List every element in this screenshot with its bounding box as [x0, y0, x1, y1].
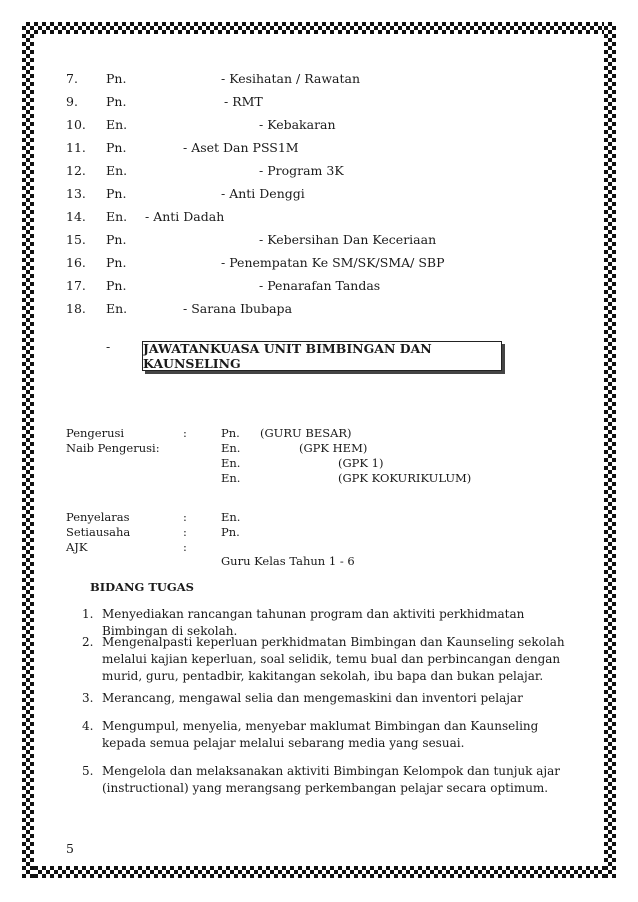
- section-title-box: [142, 341, 502, 371]
- checkered-border-right: [604, 22, 616, 878]
- list-role: - Penempatan Ke SM/SK/SMA/ SBP: [221, 255, 445, 270]
- list-role: - Aset Dan PSS1M: [183, 140, 299, 155]
- list-role: - Kebersihan Dan Keceriaan: [259, 232, 437, 247]
- list-role: - Kebakaran: [259, 117, 336, 132]
- list-role: - Anti Denggi: [221, 186, 305, 201]
- checkered-border-top: [22, 22, 616, 34]
- list-number: 15.: [66, 232, 86, 247]
- pengerusi-role: (GURU BESAR): [260, 426, 352, 440]
- section-title: JAWATANKUASA UNIT BIMBINGAN DAN KAUNSELING: [143, 341, 432, 371]
- list-number: 9.: [66, 94, 78, 109]
- setiausaha-label: Setiausaha: [66, 525, 131, 539]
- duty-text: Mengumpul, menyelia, menyebar maklumat Bimbingan dan Kaunseling kepada semua pelajar melalui sebarang media yang sesuai.: [102, 719, 539, 750]
- list-title: En.: [106, 117, 128, 132]
- stray-dash: -: [106, 339, 111, 354]
- list-number: 11.: [66, 140, 86, 155]
- list-role: - Anti Dadah: [145, 209, 225, 224]
- list-title: Pn.: [106, 255, 127, 270]
- pengerusi-colon: :: [183, 426, 187, 440]
- list-number: 17.: [66, 278, 86, 293]
- checkered-border-bottom: [22, 866, 616, 878]
- list-title: Pn.: [106, 140, 127, 155]
- penyelaras-label: Penyelaras: [66, 510, 130, 524]
- list-role: - Penarafan Tandas: [259, 278, 381, 293]
- duty-item: [82, 690, 582, 707]
- list-title: Pn.: [106, 278, 127, 293]
- naib-title: En.: [221, 471, 241, 485]
- naib-title: En.: [221, 456, 241, 470]
- list-title: Pn.: [106, 94, 127, 109]
- penyelaras-colon: :: [183, 510, 187, 524]
- list-role: - RMT: [224, 94, 263, 109]
- duty-text: Mengelola dan melaksanakan aktiviti Bimbingan Kelompok dan tunjuk ajar (instructional) yang merangsang perkembangan pelajar secara optimum.: [102, 764, 561, 795]
- pengerusi-title: Pn.: [221, 426, 240, 440]
- duty-number: 2.: [82, 635, 94, 649]
- duty-number: 5.: [82, 764, 94, 778]
- duty-number: 1.: [82, 607, 94, 621]
- naib-label: Naib Pengerusi:: [66, 441, 160, 455]
- checkered-border-left: [22, 22, 34, 878]
- penyelaras-title: En.: [221, 510, 241, 524]
- list-number: 16.: [66, 255, 86, 270]
- list-number: 12.: [66, 163, 86, 178]
- list-title: Pn.: [106, 232, 127, 247]
- pengerusi-label: Pengerusi: [66, 426, 125, 440]
- list-number: 7.: [66, 71, 78, 86]
- ajk-label: AJK: [66, 540, 88, 554]
- setiausaha-title: Pn.: [221, 525, 240, 539]
- duty-item: [82, 763, 582, 797]
- list-number: 14.: [66, 209, 86, 224]
- list-role: - Kesihatan / Rawatan: [221, 71, 361, 86]
- naib-role: (GPK HEM): [299, 441, 368, 455]
- duty-text: Mengenalpasti keperluan perkhidmatan Bimbingan dan Kaunseling sekolah melalui kajian keperluan, soal selidik, temu bual dan perbincangan dengan murid, guru, pentadbir, kakitangan sekolah, ibu bapa dan bukan pelajar.: [102, 635, 565, 683]
- duties-heading: BIDANG TUGAS: [90, 580, 194, 594]
- ajk-colon: :: [183, 540, 187, 554]
- duty-item: [82, 634, 582, 685]
- list-number: 13.: [66, 186, 86, 201]
- duty-number: 3.: [82, 691, 94, 705]
- list-role: - Sarana Ibubapa: [183, 301, 293, 316]
- list-title: Pn.: [106, 186, 127, 201]
- duty-text: Menyediakan rancangan tahunan program dan aktiviti perkhidmatan Bimbingan di sekolah.: [102, 607, 525, 638]
- list-number: 18.: [66, 301, 86, 316]
- list-title: En.: [106, 163, 128, 178]
- setiausaha-colon: :: [183, 525, 187, 539]
- duty-number: 4.: [82, 719, 94, 733]
- naib-role: (GPK KOKURIKULUM): [338, 471, 472, 485]
- list-title: Pn.: [106, 71, 127, 86]
- ajk-value: Guru Kelas Tahun 1 - 6: [221, 554, 355, 568]
- duty-text: Merancang, mengawal selia dan mengemaskini dan inventori pelajar: [102, 691, 523, 705]
- naib-role: (GPK 1): [338, 456, 384, 470]
- list-title: En.: [106, 301, 128, 316]
- list-title: En.: [106, 209, 128, 224]
- duty-item: [82, 718, 582, 752]
- page-number: 5: [66, 841, 74, 856]
- naib-title: En.: [221, 441, 241, 455]
- list-role: - Program 3K: [259, 163, 344, 178]
- list-number: 10.: [66, 117, 86, 132]
